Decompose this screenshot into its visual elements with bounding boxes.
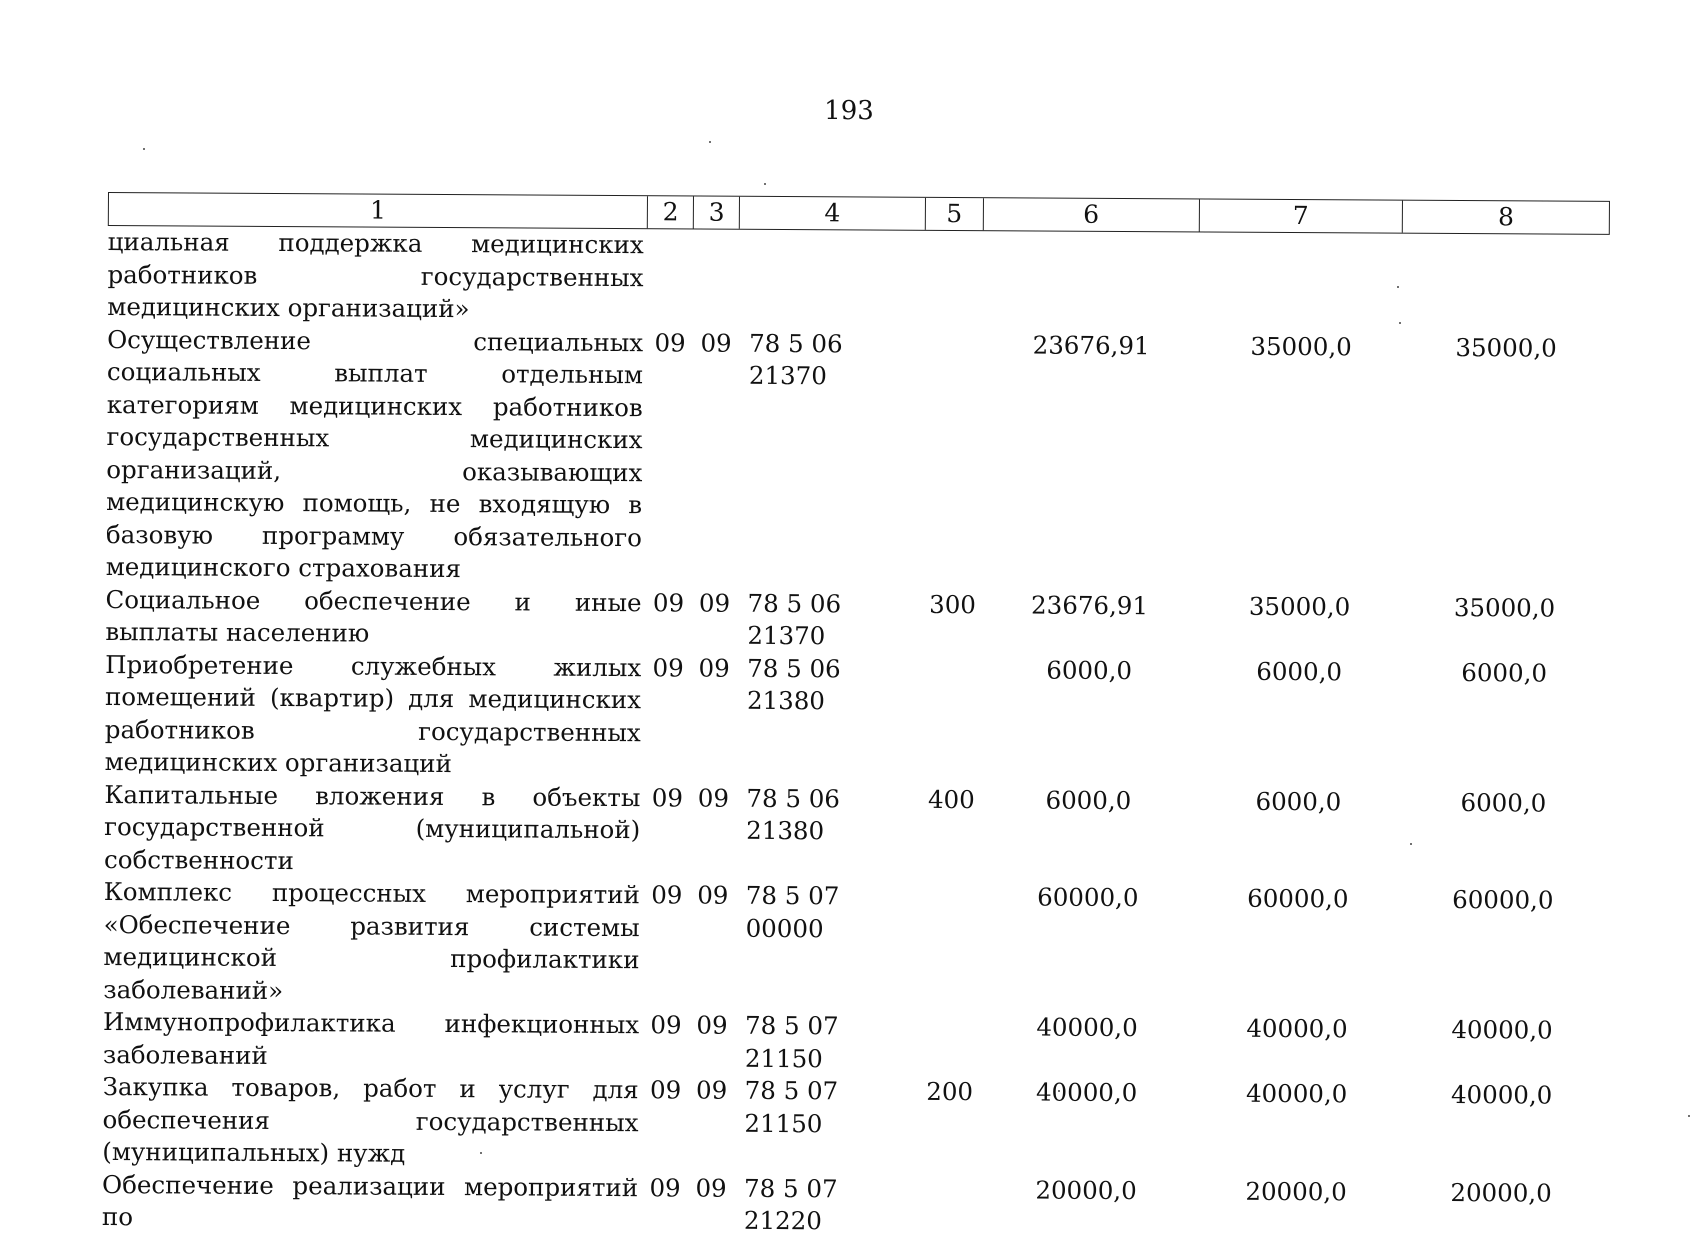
row-description: Комплекс процессных мероприятий «Обеспечение развития системы медицинской профилактики заболеваний»	[103, 876, 644, 1009]
table-row	[103, 876, 1606, 1015]
row-value-7: 20000,0	[1194, 1175, 1398, 1209]
row-code: 78 5 07 21150	[734, 1075, 920, 1141]
row-code	[740, 230, 926, 231]
row-description: Осуществление специальных социальных выплат отдельным категориям медицинских работников государственных медицинских организаций, оказывающих медицинскую помощь, не входящую в базовую программу обязательного медицинского страхования	[106, 323, 648, 586]
row-code: 78 5 07 00000	[736, 880, 922, 946]
row-subsection: 09	[691, 652, 737, 685]
row-subsection: 09	[690, 879, 736, 912]
row-subsection: 09	[689, 1009, 735, 1042]
row-value-6: 40000,0	[979, 1011, 1195, 1045]
row-value-8: 35000,0	[1403, 331, 1609, 365]
row-value-7: 35000,0	[1199, 330, 1403, 364]
table-row	[103, 1006, 1605, 1080]
row-value-8: 60000,0	[1400, 884, 1606, 918]
budget-table	[102, 192, 1610, 1242]
header-cell-5: 5	[926, 198, 984, 230]
row-expense-type: 300	[923, 588, 981, 621]
row-section: 09	[647, 327, 693, 360]
row-value-6: 23676,91	[983, 329, 1199, 363]
row-code: 78 5 06 21380	[737, 652, 923, 718]
row-value-6: 6000,0	[981, 654, 1197, 688]
row-description: Социальное обеспечение и иные выплаты населению	[105, 583, 645, 651]
row-value-6: 40000,0	[979, 1076, 1195, 1110]
row-value-7: 40000,0	[1195, 1012, 1399, 1046]
row-value-6: 20000,0	[978, 1174, 1194, 1208]
table-row	[102, 1071, 1605, 1177]
row-value-7: 6000,0	[1197, 655, 1401, 689]
table-row	[104, 778, 1607, 884]
scan-speck	[764, 183, 766, 185]
row-value-7: 6000,0	[1196, 785, 1400, 819]
table-row	[105, 648, 1608, 787]
row-description: Приобретение служебных жилых помещений (квартир) для медицинских работников государственных медицинских организаций	[105, 648, 646, 781]
row-section: 09	[642, 1172, 688, 1205]
table-row	[106, 323, 1610, 592]
row-value-8	[1404, 234, 1610, 235]
row-value-8: 40000,0	[1399, 1014, 1605, 1048]
table-row	[105, 583, 1607, 657]
header-cell-7: 7	[1199, 199, 1403, 232]
row-value-6: 6000,0	[980, 784, 1196, 818]
row-subsection: 09	[688, 1172, 734, 1205]
scan-speck	[1688, 1115, 1690, 1117]
header-cell-1: 1	[109, 193, 648, 228]
row-code: 78 5 07 21150	[735, 1010, 921, 1076]
header-cell-4: 4	[740, 197, 926, 230]
row-section: 09	[645, 587, 691, 620]
row-value-8: 6000,0	[1401, 656, 1607, 690]
header-cell-2: 2	[648, 196, 694, 228]
row-value-6	[984, 231, 1200, 232]
table-row	[102, 1168, 1604, 1242]
row-section: 09	[643, 1009, 689, 1042]
row-expense-type: 200	[921, 1076, 979, 1109]
row-description: Закупка товаров, работ и услуг для обеспечения государственных (муниципальных) нужд	[102, 1071, 643, 1172]
row-value-7: 60000,0	[1196, 882, 1400, 916]
row-section: 09	[644, 782, 690, 815]
row-subsection: 09	[690, 782, 736, 815]
table-row	[107, 226, 1610, 332]
row-code: 78 5 07 21220	[734, 1172, 920, 1238]
page-number: 193	[0, 96, 1698, 126]
scan-speck	[143, 148, 145, 150]
row-description: Иммунопрофилактика инфекционных заболеваний	[103, 1006, 643, 1074]
header-cell-6: 6	[984, 198, 1200, 231]
row-value-7: 40000,0	[1195, 1077, 1399, 1111]
row-section: 09	[643, 1074, 689, 1107]
row-expense-type: 400	[922, 783, 980, 816]
header-cell-3: 3	[694, 196, 740, 228]
row-value-7	[1200, 232, 1404, 233]
row-value-8: 6000,0	[1400, 786, 1606, 820]
header-cell-8: 8	[1403, 201, 1609, 234]
row-value-7: 35000,0	[1197, 590, 1401, 624]
row-code: 78 5 06 21370	[739, 327, 925, 393]
row-section: 09	[645, 652, 691, 685]
row-value-8: 35000,0	[1401, 591, 1607, 625]
row-value-8: 20000,0	[1398, 1176, 1604, 1210]
row-subsection: 09	[689, 1074, 735, 1107]
row-description: Капитальные вложения в объекты государственной (муниципальной) собственности	[104, 778, 645, 879]
row-value-6: 23676,91	[981, 589, 1197, 623]
row-value-8: 40000,0	[1399, 1079, 1605, 1113]
row-subsection: 09	[691, 587, 737, 620]
row-subsection: 09	[693, 327, 739, 360]
row-description: Обеспечение реализации мероприятий по	[102, 1168, 642, 1236]
row-section: 09	[644, 879, 690, 912]
scan-speck	[709, 141, 711, 143]
row-value-6: 60000,0	[980, 881, 1196, 915]
table-body	[102, 226, 1610, 1242]
row-code: 78 5 06 21370	[737, 587, 923, 653]
row-code: 78 5 06 21380	[736, 782, 922, 848]
row-description: циальная поддержка медицинских работников государственных медицинских организаций»	[107, 226, 648, 327]
